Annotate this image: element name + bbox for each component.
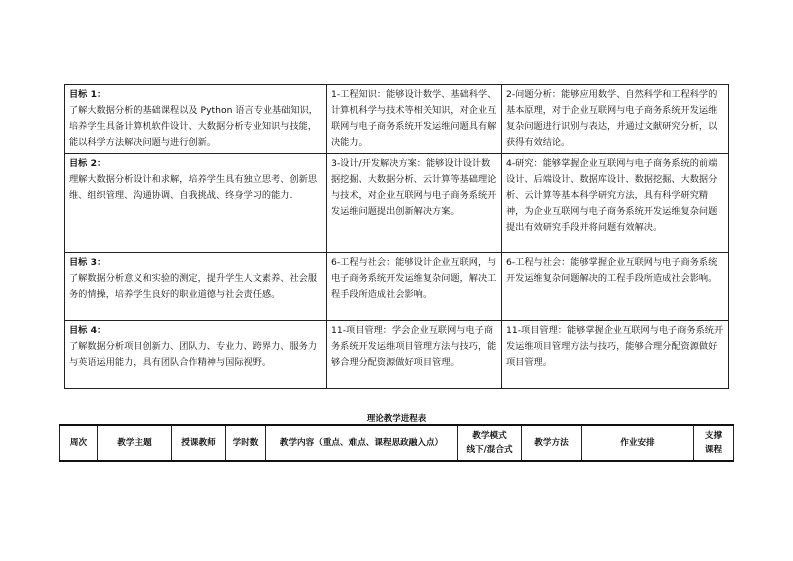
requirement-cell: 11-项目管理：能够掌握企业互联网与电子商务系统开发运维项目管理方法与技巧，能够合理分配资源做好项目管理。: [502, 321, 729, 389]
requirement-cell: 4-研究：能够掌握企业互联网与电子商务系统的前端设计、后端设计、数据库设计、数据挖掘、大数据分析、云计算等基本科学研究方法，具有科学研究精神，为企业互联网与电子商务系统开发运维复杂问题提出有效研究手段并将问题有效解决。: [502, 154, 729, 253]
goal-description: 了解大数据分析的基础课程以及 Python 语言专业基础知识，培养学生具备计算机软件设计、大数据分析专业知识与技能，能以科学方法解决问题与进行创新。: [69, 105, 318, 148]
goal-description: 了解数据分析意义和实验的测定，提升学生人文素养、社会服务的情操，培养学生良好的职业道德与社会责任感。: [69, 273, 318, 300]
requirement-cell: 1-工程知识：能够设计数学、基础科学、计算机科学与技术等相关知识，对企业互联网与电子商务系统开发运维问题具有解决能力。: [327, 85, 502, 154]
header-topic: 教学主题: [98, 425, 172, 461]
goal-cell: [65, 85, 327, 154]
goal-cell: [65, 154, 327, 253]
goal-title: 目标 1：: [69, 89, 107, 100]
table-row: [65, 321, 729, 389]
goal-description: 了解数据分析项目创新力、团队力、专业力、跨界力、服务力与英语运用能力，具有团队合作精神与国际视野。: [69, 341, 318, 368]
header-support-line2: 课程: [704, 445, 723, 455]
goal-title: 目标 3：: [69, 257, 107, 268]
requirement-cell: 2-问题分析：能够应用数学、自然科学和工程科学的基本原理，对于企业互联网与电子商务系统开发运维复杂问题进行识别与表达，并通过文献研究分析，以获得有效结论。: [502, 85, 729, 154]
schedule-title: 理论教学进程表: [366, 414, 427, 424]
table-row: [65, 85, 729, 154]
goal-cell: [65, 321, 327, 389]
goal-description: 理解大数据分析设计和求解，培养学生具有独立思考、创新思维、组织管理、沟通协调、自我挑战、终身学习的能力.: [69, 174, 318, 201]
table-row: [65, 154, 729, 253]
header-mode: [458, 425, 522, 461]
requirement-cell: 3-设计/开发解决方案：能够设计设计数据挖掘、大数据分析、云计算等基础理论与技术，对企业互联网与电子商务系统开发运维问题提出创新解决方案。: [327, 154, 502, 253]
table-row: [65, 253, 729, 321]
header-week: 周次: [60, 425, 98, 461]
header-content: 教学内容（重点、难点、课程思政融入点）: [266, 425, 458, 461]
header-homework: 作业安排: [582, 425, 694, 461]
header-support: [694, 425, 734, 461]
requirement-cell: 11-项目管理：学会企业互联网与电子商务系统开发运维项目管理方法与技巧，能够合理分配资源做好项目管理。: [327, 321, 502, 389]
requirement-cell: 6-工程与社会：能够掌握企业互联网与电子商务系统开发运维复杂问题解决的工程手段所造成社会影响。: [502, 253, 729, 321]
goal-title: 目标 2：: [69, 158, 107, 169]
course-goals-table: [64, 84, 729, 389]
table-header-row: [60, 425, 734, 461]
goal-title: 目标 4：: [69, 325, 107, 336]
header-teacher: 授课教师: [172, 425, 226, 461]
header-support-line1: 支撑: [704, 431, 723, 441]
goal-cell: [65, 253, 327, 321]
header-mode-line1: 教学模式: [472, 431, 507, 441]
header-mode-line2: 线下/混合式: [466, 445, 513, 455]
header-hours: 学时数: [226, 425, 266, 461]
requirement-cell: 6-工程与社会：能够设计企业互联网，与电子商务系统开发运维复杂问题，解决工程手段所造成社会影响。: [327, 253, 502, 321]
header-method: 教学方法: [522, 425, 582, 461]
schedule-table: [59, 424, 734, 462]
